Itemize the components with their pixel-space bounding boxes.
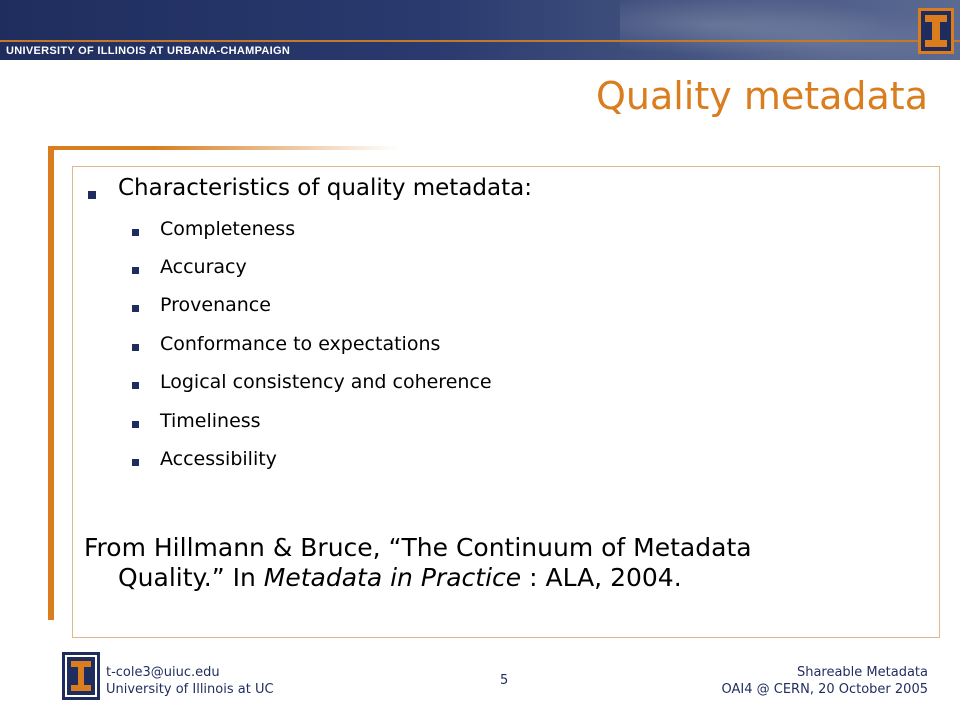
bullet-square-icon	[132, 344, 139, 351]
sub-bullet-text: Timeliness	[160, 410, 261, 432]
bullet-square-icon	[132, 421, 139, 428]
top-accent-bar	[48, 146, 398, 150]
slide-title: Quality metadata	[595, 74, 928, 118]
footer-talk-info	[722, 664, 929, 698]
citation	[84, 533, 904, 593]
author-affiliation: University of Illinois at UC	[106, 682, 274, 697]
sub-bullet-text: Provenance	[160, 294, 271, 316]
citation-line-2-end: : ALA, 2004.	[521, 563, 682, 592]
citation-line-2-start: Quality.” In	[118, 563, 264, 592]
author-email: t-cole3@uiuc.edu	[106, 665, 220, 680]
citation-line-1: From Hillmann & Bruce, “The Continuum of Metadata	[84, 533, 752, 562]
main-bullet-text: Characteristics of quality metadata:	[118, 175, 532, 201]
book-title: Metadata in Practice	[263, 563, 522, 592]
block-i-logo-icon	[62, 652, 100, 700]
bullet-square-icon	[132, 305, 139, 312]
bullet-square-icon	[132, 382, 139, 389]
bullet-square-icon	[132, 267, 139, 274]
banner-stripe	[0, 40, 960, 42]
talk-venue: OAI4 @ CERN, 20 October 2005	[721, 682, 928, 697]
left-accent-bar	[48, 146, 54, 620]
block-i-logo-icon	[918, 8, 954, 54]
sub-bullet-text: Completeness	[160, 218, 296, 240]
sub-bullet-text: Accuracy	[160, 256, 247, 278]
sub-bullet-text: Conformance to expectations	[160, 333, 441, 355]
sub-bullet-text: Logical consistency and coherence	[160, 371, 492, 393]
page-number: 5	[500, 673, 509, 688]
citation-line-2	[84, 563, 904, 593]
bullet-square-icon	[132, 459, 139, 466]
footer-author	[106, 664, 274, 698]
bullet-square-icon	[88, 191, 96, 199]
institution-name: UNIVERSITY OF ILLINOIS AT URBANA-CHAMPAIGN	[6, 45, 291, 57]
talk-title: Shareable Metadata	[796, 665, 928, 680]
sub-bullet-text: Accessibility	[160, 448, 277, 470]
bullet-square-icon	[132, 229, 139, 236]
